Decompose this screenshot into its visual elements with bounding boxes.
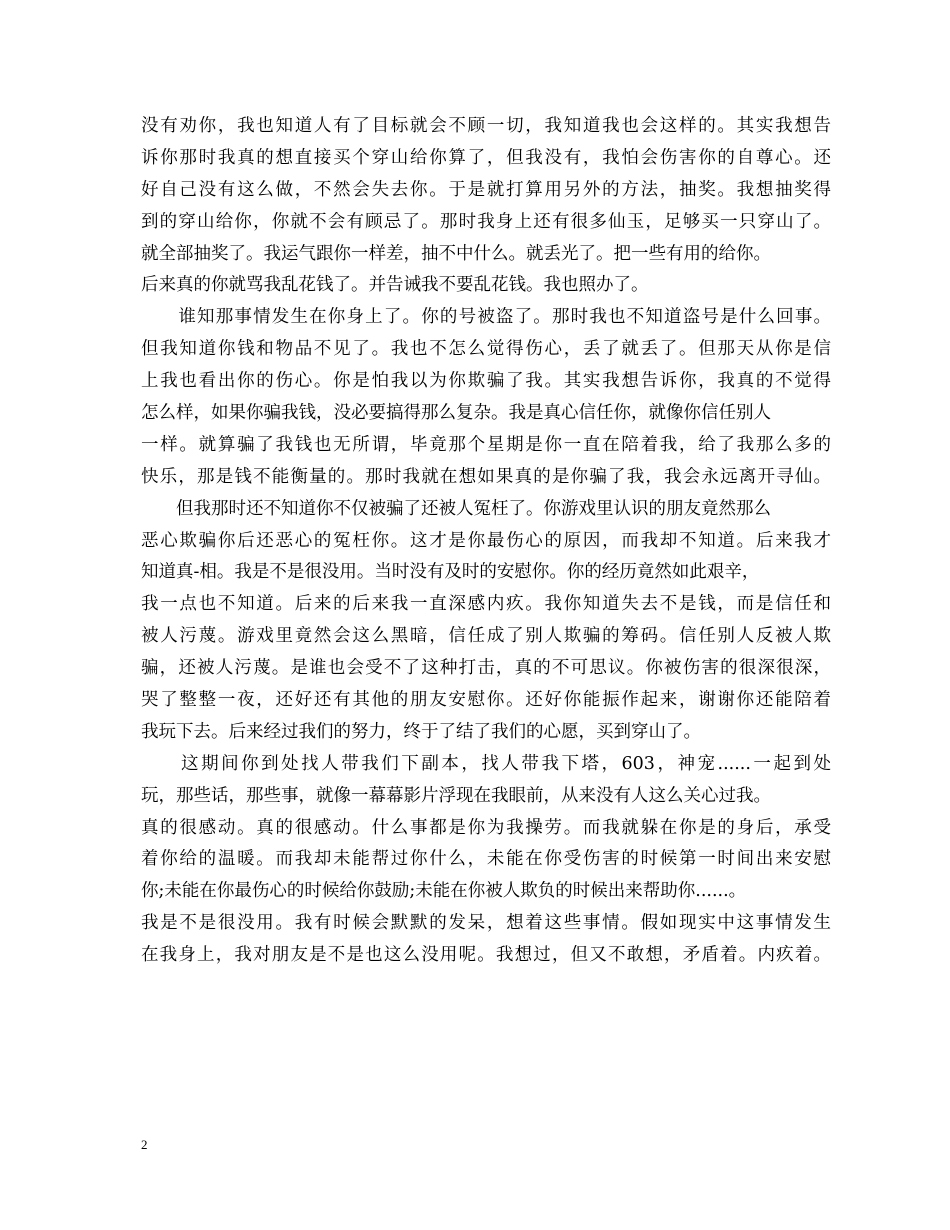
text-line: 你;未能在你最伤心的时候给你鼓励;未能在你被人欺负的时候出来帮助你......。 <box>141 881 747 902</box>
text-line: 真的很感动。真的很感动。什么事都是你为我操劳。而我就躲在你是的身后，承受 <box>141 817 831 838</box>
text-line: 我是不是很没用。我有时候会默默的发呆，想着这些事情。假如现实中这事情发生 <box>141 913 831 934</box>
text-line: 但我知道你钱和物品不见了。我也不怎么觉得伤心，丢了就丢了。但那天从你是信 <box>141 339 831 360</box>
text-line: 我玩下去。后来经过我们的努力，终于了结了我们的心愿，买到穿山了。 <box>141 721 701 742</box>
text-line: 好自己没有这么做，不然会失去你。于是就打算用另外的方法，抽奖。我想抽奖得 <box>141 179 831 200</box>
body-text <box>141 111 831 972</box>
text-line: 没有劝你，我也知道人有了目标就会不顾一切，我知道我也会这样的。其实我想告 <box>141 116 831 136</box>
text-line: 在我身上，我对朋友是不是也这么没用呢。我想过，但又不敢想，矛盾着。内疚着。 <box>141 945 831 966</box>
text-line: 这期间你到处找人带我们下副本，找人带我下塔，603，神宠......一起到处 <box>141 753 831 774</box>
text-line: 怎么样，如果你骗我钱，没必要搞得那么复杂。我是真心信任你，就像你信任别人 <box>141 403 771 424</box>
text-line: 诉你那时我真的想直接买个穿山给你算了，但我没有，我怕会伤害你的自尊心。还 <box>141 147 831 168</box>
text-line: 后来真的你就骂我乱花钱了。并告诫我不要乱花钱。我也照办了。 <box>141 275 649 296</box>
text-line: 到的穿山给你，你就不会有顾忌了。那时我身上还有很多仙玉，足够买一只穿山了。 <box>141 211 831 232</box>
page-number: 2 <box>141 1137 148 1152</box>
text-line: 玩，那些话，那些事，就像一幕幕影片浮现在我眼前，从来没有人这么关心过我。 <box>141 785 771 806</box>
text-line: 恶心欺骗你后还恶心的冤枉你。这才是你最伤心的原因，而我却不知道。后来我才 <box>141 530 831 551</box>
text-line: 一样。就算骗了我钱也无所谓，毕竟那个星期是你一直在陪着我，给了我那么多的 <box>141 434 831 455</box>
text-line: 上我也看出你的伤心。你是怕我以为你欺骗了我。其实我想告诉你，我真的不觉得 <box>141 371 831 392</box>
text-line: 哭了整整一夜，还好还有其他的朋友安慰你。还好你能振作起来，谢谢你还能陪着 <box>141 690 831 711</box>
text-line: 着你给的温暖。而我却未能帮过你什么，未能在你受伤害的时候第一时间出来安慰 <box>141 849 831 870</box>
text-line: 我一点也不知道。后来的后来我一直深感内疚。我你知道失去不是钱，而是信任和 <box>141 594 831 615</box>
text-line: 就全部抽奖了。我运气跟你一样差，抽不中什么。就丢光了。把一些有用的给你。 <box>141 243 771 264</box>
text-line: 骗，还被人污蔑。是谁也会受不了这种打击，真的不可思议。你被伤害的很深很深， <box>141 658 831 679</box>
text-line: 但我那时还不知道你不仅被骗了还被人冤枉了。你游戏里认识的朋友竟然那么 <box>141 498 771 519</box>
text-line: 被人污蔑。游戏里竟然会这么黑暗，信任成了别人欺骗的筹码。信任别人反被人欺 <box>141 626 831 647</box>
text-line: 快乐，那是钱不能衡量的。那时我就在想如果真的是你骗了我，我会永远离开寻仙。 <box>141 466 831 487</box>
text-line: 知道真-相。我是不是很没用。当时没有及时的安慰你。你的经历竟然如此艰辛， <box>141 562 760 583</box>
text-line: 谁知那事情发生在你身上了。你的号被盗了。那时我也不知道盗号是什么回事。 <box>141 307 831 328</box>
